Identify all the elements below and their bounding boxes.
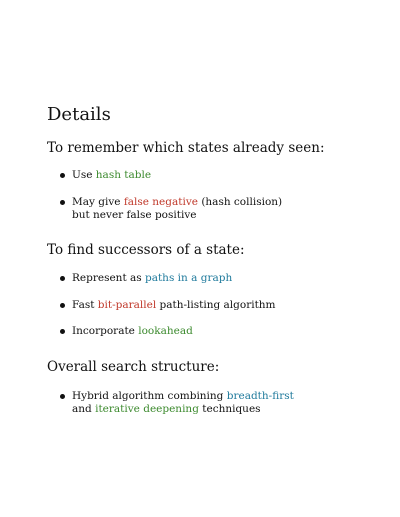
- text-run: and: [72, 403, 96, 415]
- text-run: Fast: [72, 299, 98, 311]
- bullet-dot-icon: [60, 394, 65, 399]
- bullet-text: [72, 272, 362, 285]
- bullet-line: [72, 403, 362, 416]
- bullet-line: [72, 390, 362, 403]
- bullet-line: [72, 169, 362, 182]
- bullet-text: [72, 299, 362, 312]
- text-run: Represent as: [72, 272, 145, 284]
- bullet-text: [72, 196, 362, 222]
- bullet-dot-icon: [60, 329, 65, 334]
- text-run: but never false positive: [72, 209, 197, 221]
- bullet-dot-icon: [60, 303, 65, 308]
- text-run: path-listing algorithm: [156, 299, 276, 311]
- section-heading-search-structure: Overall search structure:: [47, 359, 220, 375]
- highlighted-term: iterative deepening: [95, 403, 199, 415]
- bullet-line: [72, 299, 362, 312]
- bullet-dot-icon: [60, 200, 65, 205]
- highlighted-term: breadth-first: [226, 390, 294, 402]
- bullet-dot-icon: [60, 173, 65, 178]
- text-run: Hybrid algorithm combining: [72, 390, 227, 402]
- text-run: (hash collision): [197, 196, 283, 208]
- page-title: Details: [47, 104, 111, 125]
- text-run: Use: [72, 169, 96, 181]
- text-run: Incorporate: [72, 325, 139, 337]
- text-run: techniques: [198, 403, 261, 415]
- highlighted-term: lookahead: [138, 325, 193, 337]
- bullet-line: [72, 325, 362, 338]
- section-heading-states-seen: To remember which states already seen:: [47, 140, 325, 156]
- bullet-text: [72, 169, 362, 182]
- bullet-text: [72, 325, 362, 338]
- section-heading-successors: To find successors of a state:: [47, 242, 245, 258]
- bullet-line: [72, 272, 362, 285]
- bullet-text: [72, 390, 362, 416]
- highlighted-term: false negative: [123, 196, 198, 208]
- highlighted-term: hash table: [95, 169, 152, 181]
- bullet-dot-icon: [60, 276, 65, 281]
- text-run: May give: [72, 196, 124, 208]
- highlighted-term: bit-parallel: [97, 299, 157, 311]
- bullet-line: [72, 209, 362, 222]
- bullet-line: [72, 196, 362, 209]
- highlighted-term: paths in a graph: [144, 272, 233, 284]
